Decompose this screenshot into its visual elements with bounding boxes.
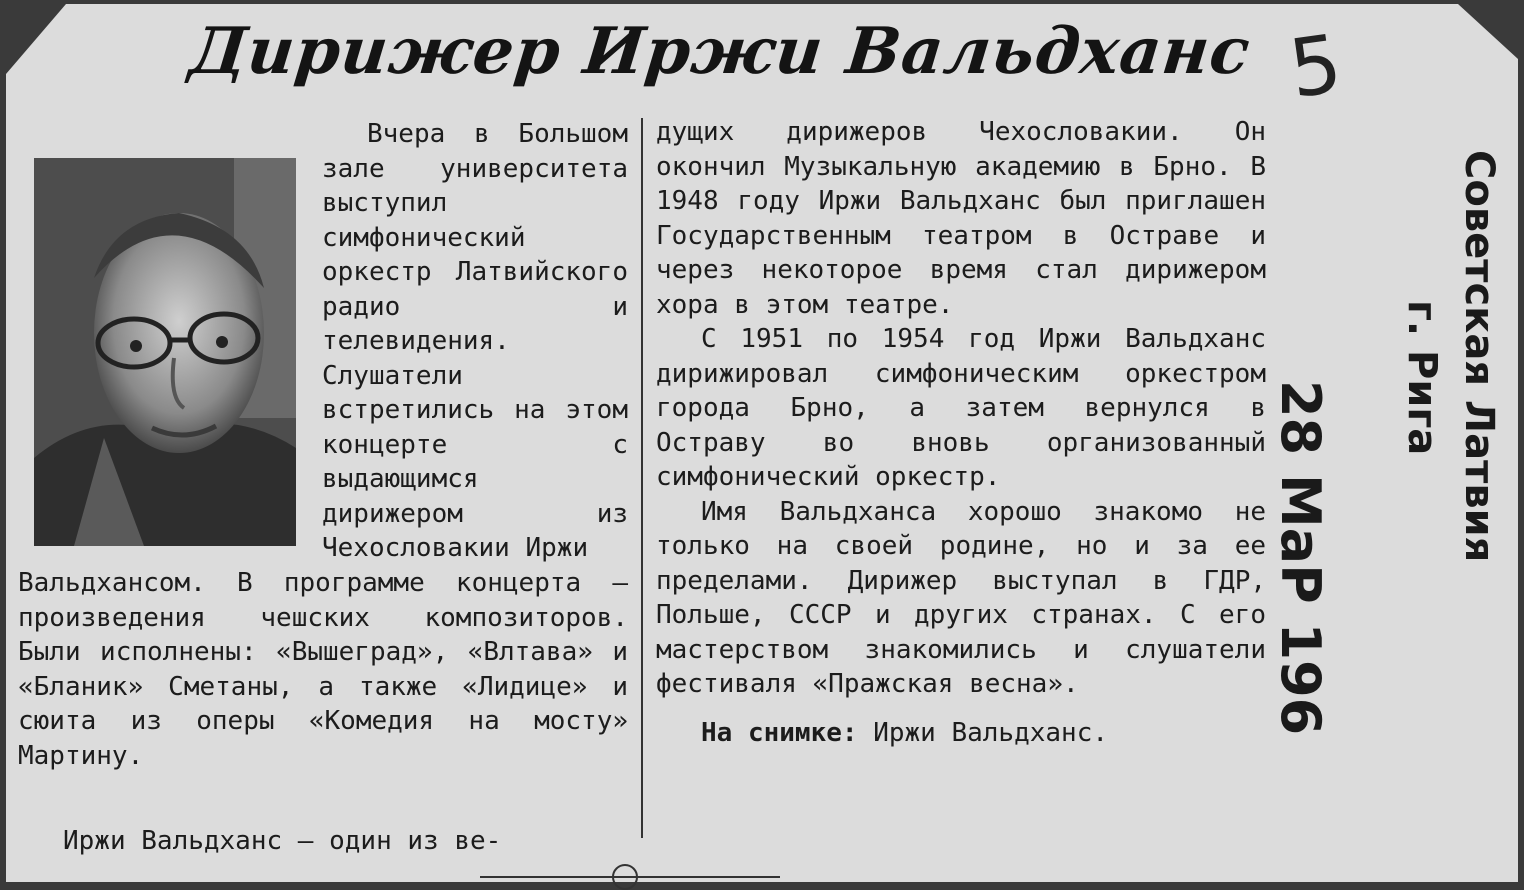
paragraph-conductor-start: Иржи Вальдханс — один из ве-: [63, 826, 502, 856]
handwritten-page-number: 5: [1283, 16, 1348, 117]
portrait-image: [34, 158, 296, 546]
bottom-ornament-circle: [612, 864, 638, 890]
paragraph-biography: дущих дирижеров Чехословакии. Он окончил Музыкальную академию в Брно. В 1948 году Иржи Вальдханс был приглашен Государственным театром в Остраве и через некоторое время стал дирижером хора в этом театре.: [656, 117, 1266, 320]
caption-label: На снимке:: [701, 717, 858, 748]
article-column-1-below-photo: [18, 566, 628, 773]
paragraph-brno: С 1951 по 1954 год Иржи Вальдханс дирижировал симфоническим оркестром города Брно, а затем вернулся в Остраву во вновь организованный симфонический оркестр.: [656, 324, 1266, 492]
article-column-1-beside-photo: [322, 117, 628, 566]
newspaper-stamp: Советская Латвия: [1456, 150, 1502, 563]
city-stamp: г. Рига: [1399, 300, 1445, 456]
paragraph-intro: Вчера в Большом зале университета выступил симфонический оркестр Латвийского радио и телевидения. Слушатели встретились на этом концерте с выдающимся дирижером из Чехословакии Иржи: [322, 119, 628, 563]
headline: Дирижер Иржи Вальдханс: [186, 14, 1254, 89]
article-column-2: [656, 115, 1266, 750]
photo-caption: [656, 716, 1266, 751]
caption-text: Иржи Вальдханс.: [857, 717, 1108, 748]
column-divider: [641, 118, 643, 838]
article-column-1-bottom: [18, 824, 628, 859]
paragraph-program: Вальдхансом. В программе концерта — произведения чешских композиторов. Были исполнены: «Вышеград», «Влтава» и «Бланик» Сметаны, а также «Лидице» и сюита из оперы «Комедия на мосту» Мартину.: [18, 568, 628, 771]
conductor-photo: [34, 158, 296, 546]
date-stamp: 28 МаР 196: [1269, 380, 1332, 736]
paragraph-reputation: Имя Вальдханса хорошо знакомо не только на своей родине, но и за ее пределами. Дирижер выступал в ГДР, Польше, СССР и других странах. С его мастерством знакомились и слушатели фестиваля «Пражская весна».: [656, 496, 1266, 699]
